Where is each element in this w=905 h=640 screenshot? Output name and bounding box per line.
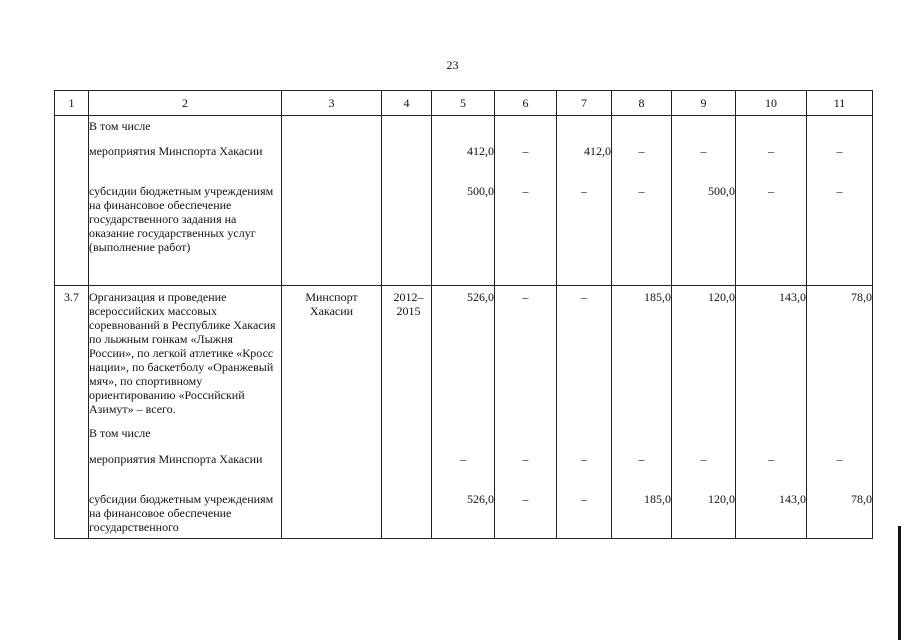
period: 2012–2015 — [382, 286, 432, 427]
cell-dash: – — [807, 184, 873, 286]
cell-dash: – — [495, 184, 557, 286]
table-row — [55, 452, 873, 492]
cell-value: 185,0 — [612, 286, 672, 427]
col-header: 6 — [495, 91, 557, 116]
col-header: 11 — [807, 91, 873, 116]
executor: Минспорт Хакасии — [282, 286, 382, 427]
cell-value: 412,0 — [432, 144, 495, 184]
item-number: 3.7 — [55, 286, 89, 427]
table-row — [55, 116, 873, 144]
cell-value: 526,0 — [432, 286, 495, 427]
row-text: субсидии бюджетным учреждениям на финансовое обеспечение государственного задания на оказание государственных услуг (выполнение работ) — [89, 184, 282, 286]
cell-dash: – — [736, 452, 807, 492]
col-header: 7 — [557, 91, 612, 116]
cell-dash: – — [736, 144, 807, 184]
scan-edge-line — [898, 526, 901, 640]
cell-dash: – — [807, 144, 873, 184]
cell-dash: – — [807, 452, 873, 492]
cell-value: 143,0 — [736, 492, 807, 538]
cell-value: 500,0 — [432, 184, 495, 286]
cell-dash: – — [557, 492, 612, 538]
cell-value: 185,0 — [612, 492, 672, 538]
row-text: мероприятия Минспорта Хакасии — [89, 144, 282, 184]
cell-dash: – — [612, 144, 672, 184]
cell-dash: – — [495, 492, 557, 538]
header-row — [55, 91, 873, 116]
cell-value: 143,0 — [736, 286, 807, 427]
row-text: Организация и проведение всероссийских массовых соревнований в Республике Хакасия по лыжным гонкам «Лыжня России», по легкой атлетике «Кросс нации», по баскетболу «Оранжевый мяч», по спортивному ориентированию «Российский Азимут» – всего. — [89, 286, 282, 427]
table-row — [55, 144, 873, 184]
cell-dash: – — [495, 286, 557, 427]
row-text: мероприятия Минспорта Хакасии — [89, 452, 282, 492]
row-text: В том числе — [89, 116, 282, 144]
cell-dash: – — [432, 452, 495, 492]
table-row — [55, 426, 873, 452]
cell-value: 78,0 — [807, 492, 873, 538]
cell-value: 500,0 — [672, 184, 736, 286]
page-number: 23 — [446, 58, 459, 72]
cell-dash: – — [612, 452, 672, 492]
budget-table — [54, 90, 873, 539]
cell-dash: – — [612, 184, 672, 286]
col-header: 1 — [55, 91, 89, 116]
col-header: 5 — [432, 91, 495, 116]
cell-value: 120,0 — [672, 286, 736, 427]
cell-dash: – — [672, 452, 736, 492]
cell-dash: – — [495, 452, 557, 492]
row-text: субсидии бюджетным учреждениям на финансовое обеспечение государственного — [89, 492, 282, 538]
cell-dash: – — [672, 144, 736, 184]
cell-dash: – — [557, 184, 612, 286]
table-row — [55, 492, 873, 538]
col-header: 10 — [736, 91, 807, 116]
cell-dash: – — [495, 144, 557, 184]
table-row — [55, 184, 873, 286]
cell-value: 78,0 — [807, 286, 873, 427]
row-text: В том числе — [89, 426, 282, 452]
col-header: 8 — [612, 91, 672, 116]
cell-dash: – — [736, 184, 807, 286]
cell-dash: – — [557, 452, 612, 492]
col-header: 9 — [672, 91, 736, 116]
table-row — [55, 286, 873, 427]
col-header: 2 — [89, 91, 282, 116]
cell-value: 120,0 — [672, 492, 736, 538]
col-header: 3 — [282, 91, 382, 116]
cell-value: 526,0 — [432, 492, 495, 538]
col-header: 4 — [382, 91, 432, 116]
cell-value: 412,0 — [557, 144, 612, 184]
cell-dash: – — [557, 286, 612, 427]
